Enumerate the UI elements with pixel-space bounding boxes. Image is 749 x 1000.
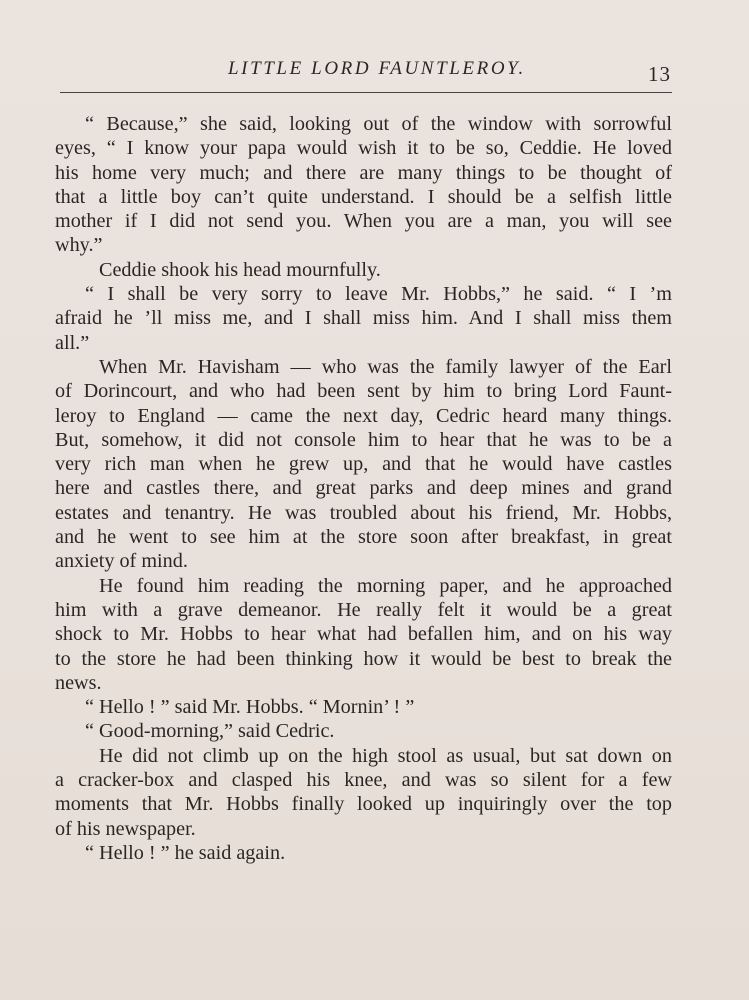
text-line: him with a grave demeanor. He really felt it would be a great (55, 598, 672, 621)
text-line: to the store he had been thinking how it would be best to break the (55, 647, 672, 670)
text-line: “ Hello ! ” he said again. (85, 841, 286, 864)
text-line: “ Hello ! ” said Mr. Hobbs. “ Mornin’ ! ” (85, 696, 415, 719)
text-line: of Dorincourt, and who had been sent by him to bring Lord Faunt- (55, 380, 672, 403)
text-line: why.” (55, 234, 103, 257)
text-line: leroy to England — came the next day, Cedric heard many things. (55, 404, 672, 427)
text-line: all.” (55, 331, 90, 354)
body-text (55, 112, 672, 865)
page-number: 13 (648, 62, 671, 86)
text-line: afraid he ’ll miss me, and I shall miss him. And I shall miss them (55, 307, 672, 330)
page-header (60, 58, 675, 88)
text-line: “ Good-morning,” said Cedric. (85, 720, 335, 743)
text-line: news. (55, 671, 102, 694)
text-line: Ceddie shook his head mournfully. (99, 258, 381, 281)
running-title: LITTLE LORD FAUNTLEROY. (228, 58, 526, 79)
text-line: that a little boy can’t quite understand. I should be a selfish little (55, 185, 672, 208)
text-line: mother if I did not send you. When you are a man, you will see (55, 210, 672, 233)
header-rule (60, 92, 672, 93)
text-line: eyes, “ I know your papa would wish it to be so, Ceddie. He loved (55, 137, 672, 160)
text-line: of his newspaper. (55, 817, 196, 840)
text-line: a cracker-box and clasped his knee, and was so silent for a few (55, 769, 672, 792)
text-line: “ Because,” she said, looking out of the window with sorrowful (85, 113, 672, 135)
text-line: anxiety of mind. (55, 550, 188, 573)
text-line: He did not climb up on the high stool as usual, but sat down on (99, 744, 672, 767)
text-line: very rich man when he grew up, and that he would have castles (55, 453, 672, 476)
text-line: estates and tenantry. He was troubled about his friend, Mr. Hobbs, (55, 501, 672, 524)
text-line: here and castles there, and great parks and deep mines and grand (55, 477, 672, 500)
text-line: “ I shall be very sorry to leave Mr. Hobbs,” he said. “ I ’m (85, 283, 672, 306)
text-line: and he went to see him at the store soon after breakfast, in great (55, 526, 672, 549)
text-line: But, somehow, it did not console him to hear that he was to be a (55, 428, 672, 451)
text-line: He found him reading the morning paper, and he approached (99, 574, 672, 597)
text-line: When Mr. Havisham — who was the family lawyer of the Earl (99, 355, 672, 378)
text-line: shock to Mr. Hobbs to hear what had befallen him, and on his way (55, 623, 672, 646)
text-line: his home very much; and there are many things to be thought of (55, 161, 672, 184)
text-line: moments that Mr. Hobbs finally looked up inquiringly over the top (55, 793, 672, 816)
